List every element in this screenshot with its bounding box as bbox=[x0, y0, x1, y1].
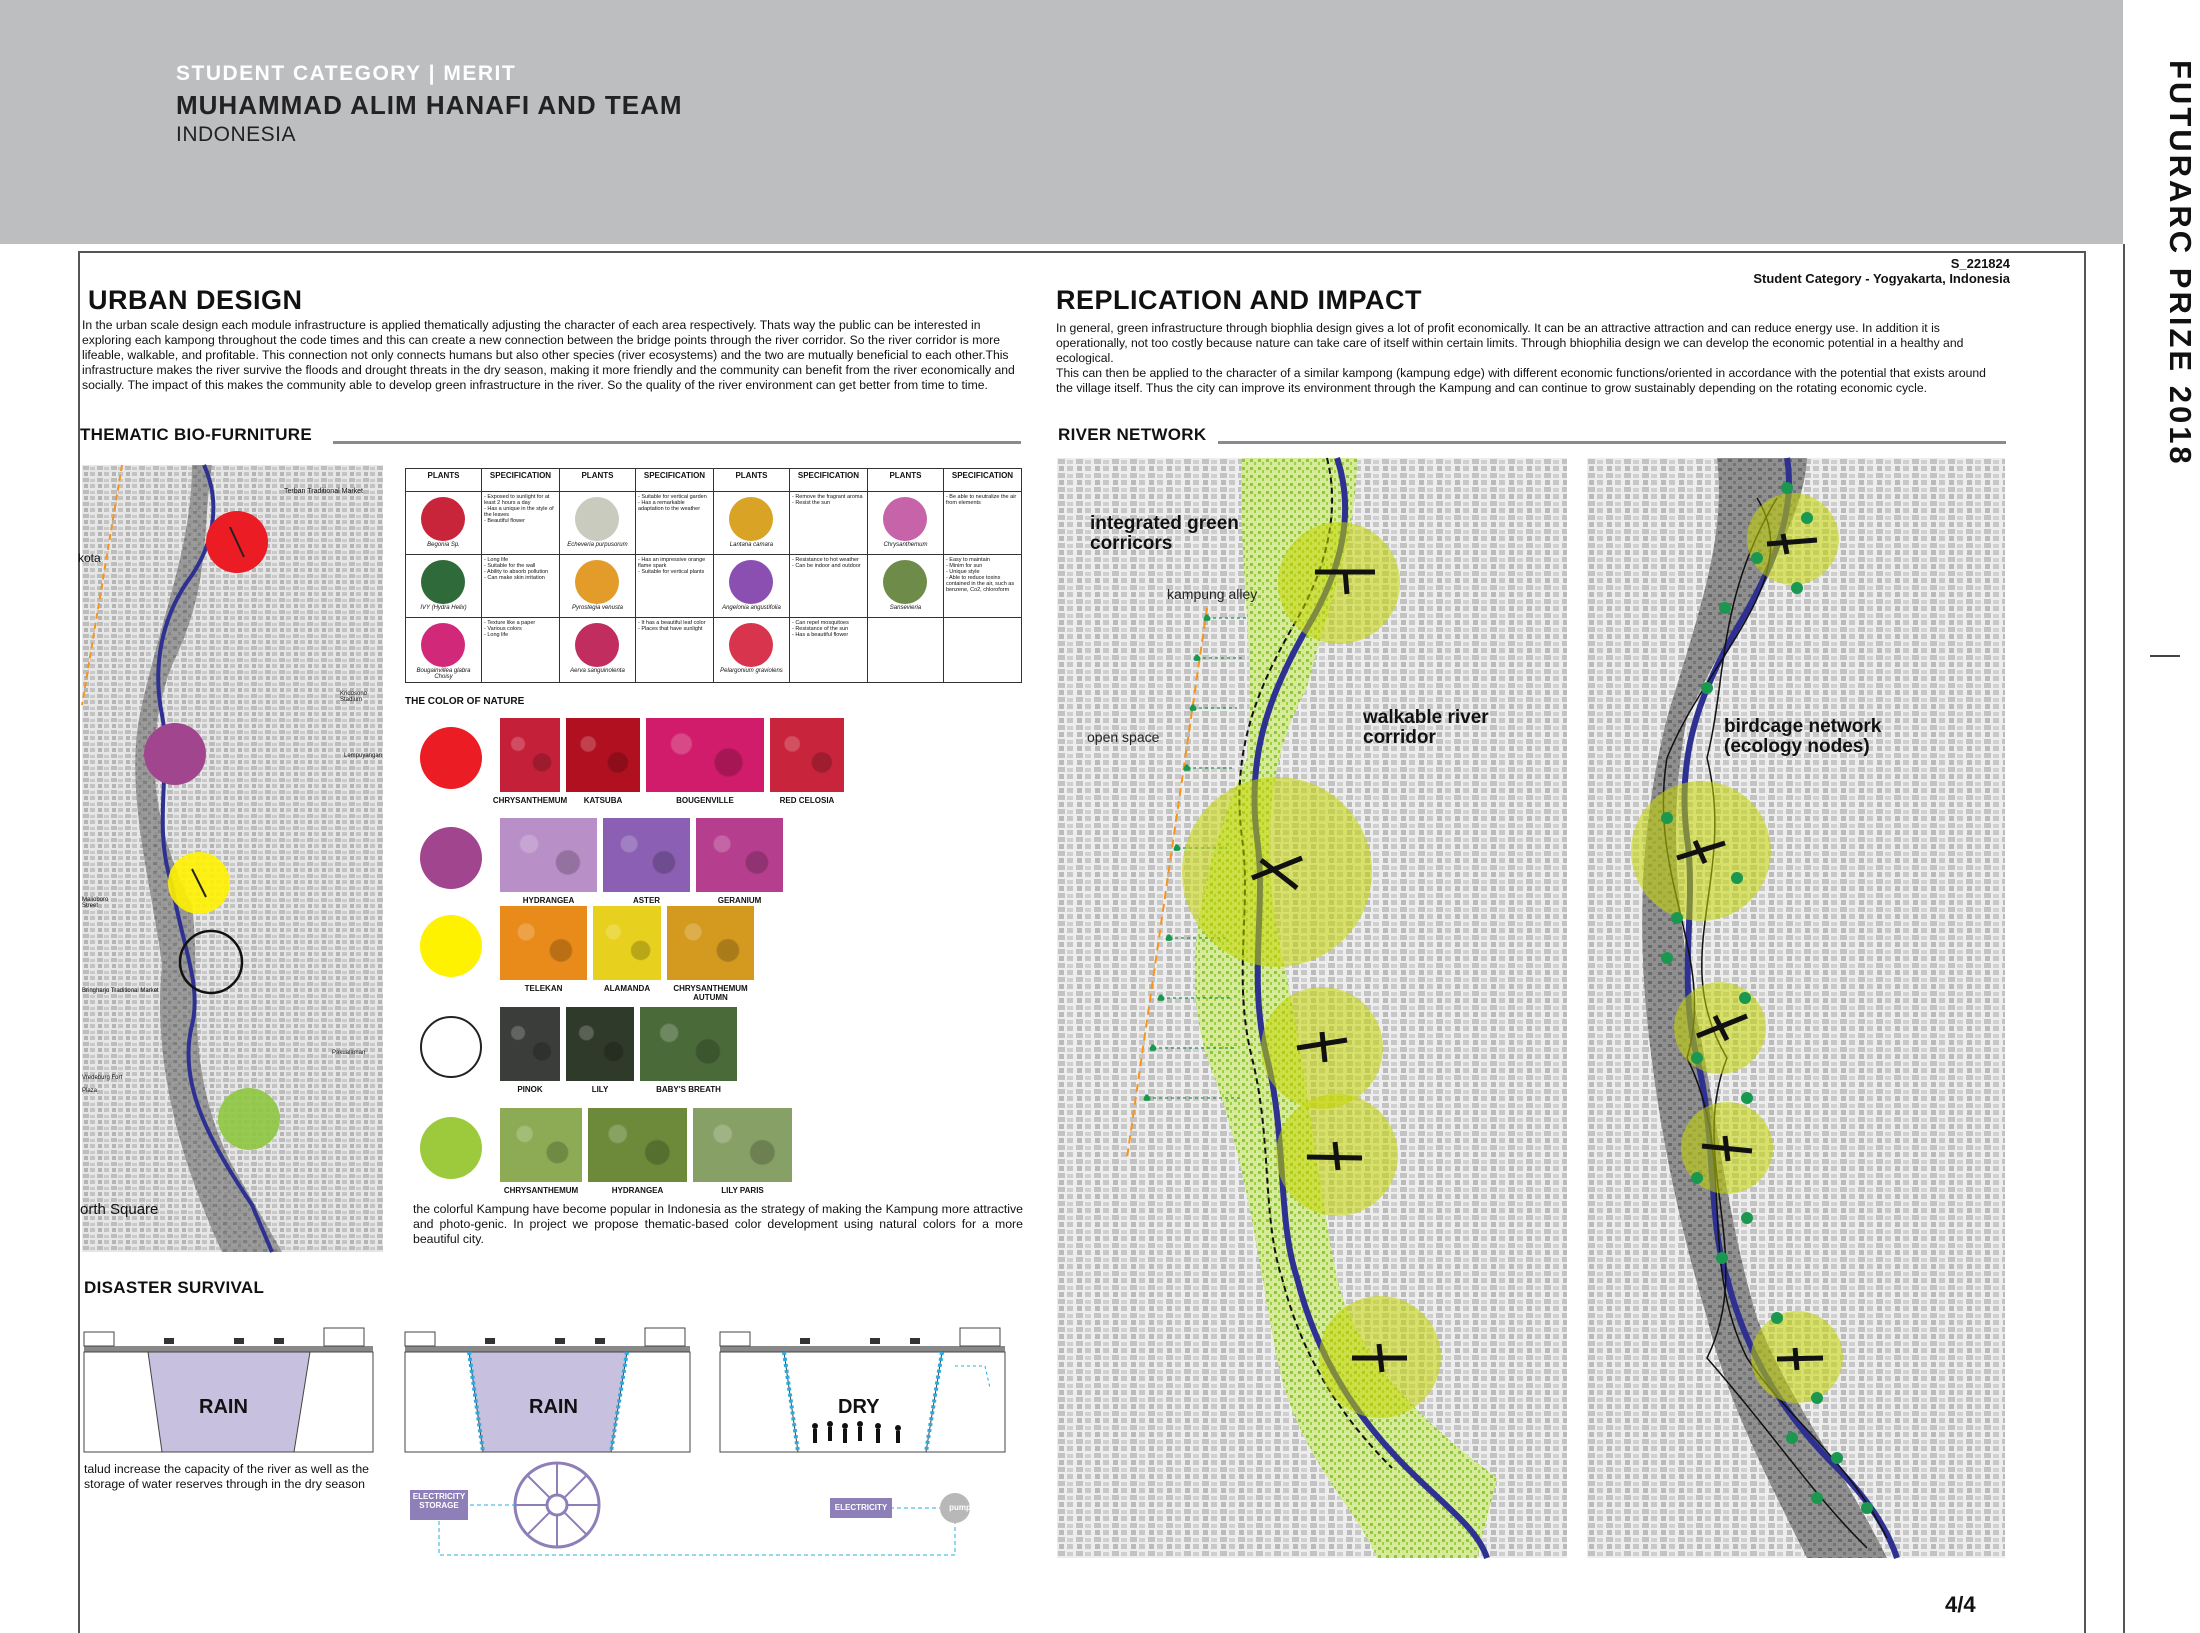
thematic-map-graphic bbox=[82, 465, 383, 1252]
plant-cell bbox=[713, 618, 789, 683]
plant-name: Begonia Sp. bbox=[427, 542, 460, 548]
energy-diagram bbox=[405, 1455, 1005, 1565]
bio-furniture-rule bbox=[333, 441, 1021, 444]
plants-table-header bbox=[406, 469, 1022, 492]
plant-cell bbox=[406, 492, 482, 555]
award-category bbox=[176, 62, 516, 86]
label-walkable-corridor: walkable river corridor bbox=[1363, 707, 1489, 748]
color-swatch bbox=[420, 915, 482, 977]
river-map-birdcage bbox=[1587, 458, 2005, 1558]
flower-photo bbox=[640, 1007, 737, 1081]
disaster-caption: talud increase the capacity of the river as well as the storage of water reserves through in the dry season bbox=[84, 1462, 370, 1491]
label-plaza: Plaza bbox=[82, 1088, 98, 1094]
plant-name: Bougainvillea glabra Choisy bbox=[416, 668, 471, 680]
flower-label: BOUGENVILLE bbox=[676, 796, 734, 805]
section-3-graphic bbox=[720, 1318, 1005, 1452]
section-1-label: RAIN bbox=[199, 1396, 248, 1418]
plant-spec: - Long life - Suitable for the wall - Ability to absorb pollution - Can make skin irritation bbox=[481, 555, 559, 618]
flower-photo bbox=[770, 718, 844, 792]
plant-photo bbox=[883, 560, 927, 604]
urban-design-body: In the urban scale design each module infrastructure is applied thematically adjusting the character of each area respectively. Thats way the public can be interested in exploring each kampong throughout the code times and this can create a new connection between the bridge points through the river corridor. So the river corridor is more lifeable, walkable, and profitable. This connection not only connects humans but also other species (river ecosystems) and the two are mutually beneficial to each other.This infrastructure makes the river survive the floods and drought threats in the dry season, making it more friendly and the community can benefit from the river economically and socially. The impact of this makes the community able to develop green infrastructure in the river. So the quality of the river environment can get better from time to time. bbox=[82, 318, 1015, 392]
plant-spec bbox=[943, 618, 1021, 683]
plant-cell bbox=[559, 555, 635, 618]
green-node bbox=[218, 1088, 280, 1150]
table-header: SPECIFICATION bbox=[789, 469, 867, 492]
plant-spec: - It has a beautiful leaf color - Places that have sunlight bbox=[635, 618, 713, 683]
plant-spec: - Be able to neutralize the air from elements bbox=[943, 492, 1021, 555]
flower-label: LILY bbox=[591, 1085, 609, 1094]
plant-cell bbox=[559, 618, 635, 683]
plant-name: Echeveria purpusorum bbox=[567, 542, 628, 548]
label-integrated-corridors: integrated green corricors bbox=[1090, 513, 1239, 554]
table-row bbox=[406, 492, 1022, 555]
flower-label: ASTER bbox=[632, 896, 661, 905]
plant-cell bbox=[406, 555, 482, 618]
flower-label: BABY'S BREATH bbox=[656, 1085, 721, 1094]
flower-label: CHRYSANTHEMUM AUTUMN bbox=[673, 984, 748, 1002]
disaster-section-1 bbox=[84, 1318, 373, 1452]
plant-cell bbox=[406, 618, 482, 683]
flower-label: TELEKAN bbox=[524, 984, 563, 993]
river-map-corridors-graphic bbox=[1057, 458, 1567, 1558]
river-network-title: RIVER NETWORK bbox=[1058, 425, 1207, 444]
table-header: PLANTS bbox=[713, 469, 789, 492]
disaster-title: DISASTER SURVIVAL bbox=[84, 1278, 265, 1297]
category-prefix: STUDENT CATEGORY bbox=[176, 62, 422, 85]
side-banner-title: FUTURARC PRIZE 2018 bbox=[2163, 60, 2198, 467]
flower-photo bbox=[603, 818, 690, 892]
table-header: SPECIFICATION bbox=[481, 469, 559, 492]
flower-label: CHRYSANTHEMUM bbox=[503, 1186, 579, 1195]
flower-label: LILY PARIS bbox=[721, 1186, 764, 1195]
bio-furniture-title: THEMATIC BIO-FURNITURE bbox=[80, 425, 312, 444]
plant-photo bbox=[421, 623, 465, 667]
plant-name: Lantana camara bbox=[729, 542, 774, 548]
plant-cell bbox=[867, 618, 943, 683]
plant-spec: - Easy to maintain - Minim for sun - Unique style - Able to reduce toxins contained in the air, such as benzene, Co2, chloroform bbox=[943, 555, 1021, 618]
plant-cell bbox=[559, 492, 635, 555]
page-number: 4/4 bbox=[1945, 1592, 1976, 1617]
label-bringharjo: Bringharjo Traditional Market bbox=[82, 988, 159, 994]
category-award: MERIT bbox=[443, 62, 517, 85]
label-pakualaman: Pakualaman bbox=[332, 1050, 366, 1056]
table-header: PLANTS bbox=[867, 469, 943, 492]
flower-label: ALAMANDA bbox=[603, 984, 651, 993]
color-swatch bbox=[420, 827, 482, 889]
plants-table bbox=[405, 468, 1022, 683]
label-north-square: orth Square bbox=[80, 1201, 159, 1218]
river-network-rule bbox=[1218, 441, 2006, 444]
plant-spec: - Resistance to hot weather - Can be indoor and outdoor bbox=[789, 555, 867, 618]
side-banner-tick bbox=[2150, 655, 2180, 657]
table-header: SPECIFICATION bbox=[635, 469, 713, 492]
plants-table-body bbox=[406, 492, 1022, 683]
flower-photo bbox=[696, 818, 783, 892]
replication-title: REPLICATION AND IMPACT bbox=[1056, 285, 1422, 315]
label-kampung-alley: kampung alley bbox=[1167, 586, 1258, 602]
color-swatch bbox=[420, 1117, 482, 1179]
label-kota: kota bbox=[78, 551, 101, 565]
plant-photo bbox=[575, 560, 619, 604]
flower-photo bbox=[566, 718, 640, 792]
plant-spec: - Suitable for vertical garden - Has a remarkable adaptation to the weather bbox=[635, 492, 713, 555]
table-header: PLANTS bbox=[406, 469, 482, 492]
plant-spec: - Can repel mosquitoes - Resistance of the sun - Has a beautiful flower bbox=[789, 618, 867, 683]
thematic-map bbox=[78, 465, 383, 1252]
flower-photo bbox=[566, 1007, 634, 1081]
label-open-space: open space bbox=[1087, 729, 1160, 745]
flower-label: RED CELOSIA bbox=[779, 796, 835, 805]
electricity-tag: ELECTRICITY bbox=[830, 1498, 892, 1518]
plant-name: IVY (Hydra Helix) bbox=[420, 605, 467, 611]
plant-name: Pelargonium graviolens bbox=[720, 668, 783, 674]
category-separator: | bbox=[428, 62, 437, 85]
color-nature-title: THE COLOR OF NATURE bbox=[405, 696, 525, 707]
section-1-graphic bbox=[84, 1318, 373, 1452]
plant-photo bbox=[729, 560, 773, 604]
plant-spec: - Has an impressive orange flame spark - Suitable for vertical plants bbox=[635, 555, 713, 618]
river-map-corridors bbox=[1057, 458, 1567, 1558]
color-swatch bbox=[420, 1016, 482, 1078]
plant-name: Angelonia angustifolia bbox=[722, 605, 781, 611]
flower-label: CHRYSANTHEMUM bbox=[492, 796, 568, 805]
submission-category: Student Category - Yogyakarta, Indonesia bbox=[1753, 271, 2010, 286]
electricity-storage-tag: ELECTRICITY STORAGE bbox=[410, 1490, 468, 1520]
submission-id: S_221824 bbox=[1950, 256, 2010, 271]
urban-design-title: URBAN DESIGN bbox=[88, 285, 303, 315]
flower-photo bbox=[500, 1007, 560, 1081]
flower-photo bbox=[500, 718, 560, 792]
plant-cell bbox=[713, 492, 789, 555]
section-3-label: DRY bbox=[838, 1396, 880, 1418]
header-band bbox=[0, 0, 2123, 244]
label-vredeburg: Vredeburg Fort bbox=[82, 1075, 123, 1081]
replication-body: In general, green infrastructure through biophlia design gives a lot of profit economically. It can be an attractive attraction and can reduce energy use. In addition it is operationally, not too costly because nature can take care of itself within certain limits. Through bhiophilia design we can develop the economic potential in a healthy and ecological. This can then be applied to the character of a similar kampong (kampung edge) with different economic functions/oriented in accordance with the potential that exists around the village itself. Thus the city can improve its environment through the Kampung and can continue to grow sustainably depending on the rotating economic cycle. bbox=[1056, 321, 1986, 395]
pump-label: pump bbox=[949, 1503, 971, 1512]
plant-photo bbox=[575, 497, 619, 541]
color-nature-caption: the colorful Kampung have become popular in Indonesia as the strategy of making the Kampung more attractive and photo-genic. In project we propose thematic-based color development using natural colors for a more beautiful city. bbox=[413, 1202, 1023, 1246]
purple-node bbox=[144, 723, 206, 785]
label-market: Terban Traditional Market bbox=[284, 488, 363, 495]
flower-label: HYDRANGEA bbox=[522, 896, 575, 905]
flower-photo bbox=[646, 718, 764, 792]
team-name: MUHAMMAD ALIM HANAFI AND TEAM bbox=[176, 90, 683, 120]
label-lempuyang: Lempuyangan bbox=[344, 753, 383, 759]
flower-label: GERANIUM bbox=[717, 896, 762, 905]
flower-photo bbox=[588, 1108, 687, 1182]
flower-photo bbox=[500, 818, 597, 892]
flower-photo bbox=[667, 906, 754, 980]
color-swatch bbox=[420, 727, 482, 789]
plant-name: Aerva sanguinolenta bbox=[570, 668, 625, 674]
board-frame-edge bbox=[2123, 244, 2125, 1633]
plant-spec: - Remove the fragrant aroma - Resist the sun bbox=[789, 492, 867, 555]
plant-photo bbox=[421, 497, 465, 541]
flower-label: HYDRANGEA bbox=[611, 1186, 664, 1195]
flower-label: PINOK bbox=[517, 1085, 543, 1094]
plant-photo bbox=[883, 497, 927, 541]
flower-photo bbox=[593, 906, 661, 980]
plant-cell bbox=[867, 555, 943, 618]
flower-photo bbox=[500, 906, 587, 980]
disaster-section-2 bbox=[405, 1318, 690, 1452]
section-2-graphic bbox=[405, 1318, 690, 1452]
plant-photo bbox=[421, 560, 465, 604]
plant-photo bbox=[729, 497, 773, 541]
plant-name: Pyrostegia venusta bbox=[571, 605, 623, 611]
table-header: SPECIFICATION bbox=[943, 469, 1021, 492]
table-row bbox=[406, 555, 1022, 618]
section-2-label: RAIN bbox=[529, 1396, 578, 1418]
table-row bbox=[406, 618, 1022, 683]
river-map-birdcage-graphic bbox=[1587, 458, 2005, 1558]
flower-photo bbox=[693, 1108, 792, 1182]
flower-photo bbox=[500, 1108, 582, 1182]
label-birdcage-network: birdcage network (ecology nodes) bbox=[1724, 716, 1882, 757]
plant-name: Chrysanthemum bbox=[883, 542, 928, 548]
plant-spec: - Exposed to sunlight for at least 2 hours a day - Has a unique in the style of the leaves - Beautiful flower bbox=[481, 492, 559, 555]
label-kridosono: Kridosono Stadium bbox=[340, 691, 368, 703]
country: INDONESIA bbox=[176, 123, 297, 146]
plant-cell bbox=[713, 555, 789, 618]
flower-label: KATSUBA bbox=[583, 796, 623, 805]
plant-name: Sansevieria bbox=[889, 605, 922, 611]
plant-photo bbox=[575, 623, 619, 667]
plant-spec: - Texture like a paper - Various colors - Long life bbox=[481, 618, 559, 683]
label-malioboro: Malioboro Street bbox=[82, 897, 109, 909]
plant-photo bbox=[729, 623, 773, 667]
disaster-section-3 bbox=[720, 1318, 1005, 1452]
table-header: PLANTS bbox=[559, 469, 635, 492]
plant-cell bbox=[867, 492, 943, 555]
